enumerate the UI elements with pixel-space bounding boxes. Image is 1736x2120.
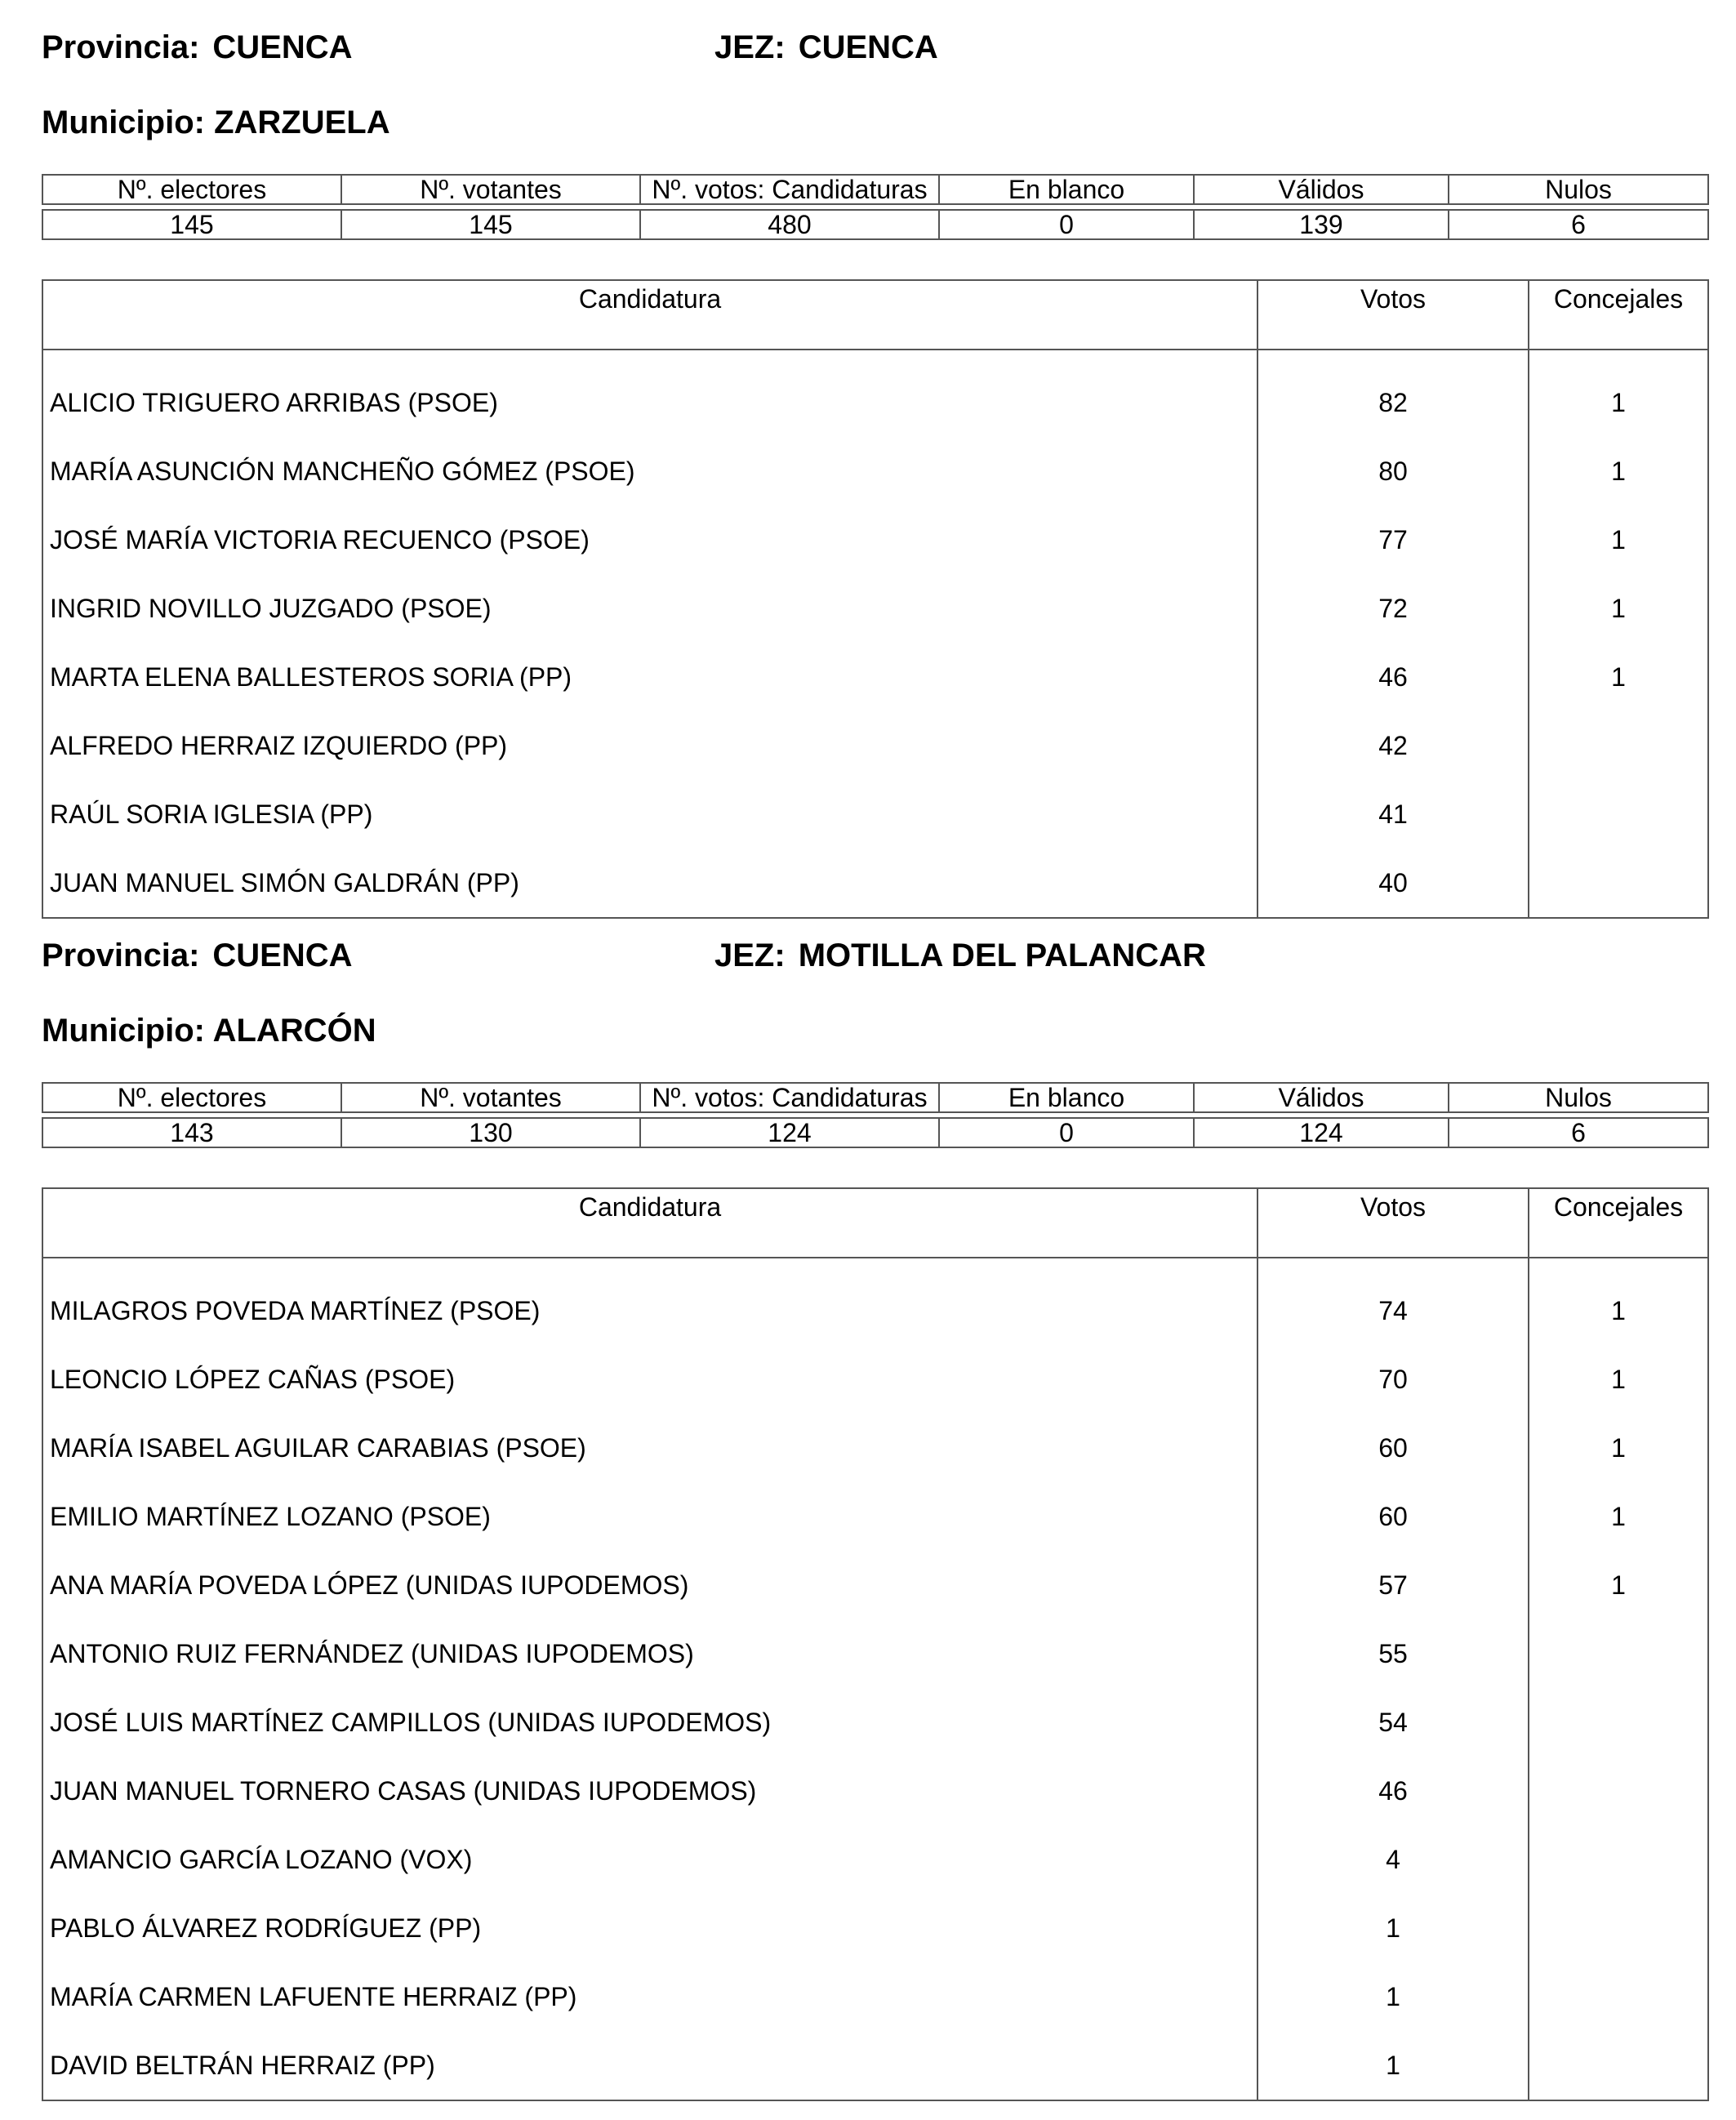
candidate-name: ALICIO TRIGUERO ARRIBAS (PSOE) — [42, 368, 1257, 437]
candidate-concejales: 1 — [1529, 368, 1708, 437]
candidate-row — [42, 574, 1708, 643]
candidate-name: LEONCIO LÓPEZ CAÑAS (PSOE) — [42, 1345, 1257, 1414]
candidate-name: ANTONIO RUIZ FERNÁNDEZ (UNIDAS IUPODEMOS) — [42, 1619, 1257, 1688]
summary-header: Nº. votantes — [341, 175, 640, 204]
candidate-name: ANA MARÍA POVEDA LÓPEZ (UNIDAS IUPODEMOS) — [42, 1551, 1257, 1619]
candidate-concejales — [1529, 848, 1708, 918]
candidate-name: PABLO ÁLVAREZ RODRÍGUEZ (PP) — [42, 1894, 1257, 1962]
candidate-row — [42, 2031, 1708, 2100]
candidate-row — [42, 1825, 1708, 1894]
candidate-concejales: 1 — [1529, 1551, 1708, 1619]
summary-value: 124 — [640, 1118, 939, 1147]
candidate-row — [42, 1482, 1708, 1551]
candidate-votos: 41 — [1257, 780, 1529, 848]
summary-header: Nº. votantes — [341, 1083, 640, 1112]
provincia-heading — [42, 28, 353, 67]
candidate-row — [42, 1414, 1708, 1482]
candidate-votos: 82 — [1257, 368, 1529, 437]
summary-header: Nº. electores — [42, 1083, 341, 1112]
jez-label: JEZ: — [714, 29, 786, 65]
candidate-name: MILAGROS POVEDA MARTÍNEZ (PSOE) — [42, 1276, 1257, 1345]
provincia-label: Provincia: — [42, 938, 200, 973]
candidate-name: JOSÉ LUIS MARTÍNEZ CAMPILLOS (UNIDAS IUPODEMOS) — [42, 1688, 1257, 1757]
candidate-concejales: 1 — [1529, 574, 1708, 643]
summary-header: Nº. votos: Candidaturas — [640, 1083, 939, 1112]
municipio-label: Municipio: — [42, 105, 205, 140]
candidate-concejales — [1529, 780, 1708, 848]
summary-value: 130 — [341, 1118, 640, 1147]
candidates-header-row — [42, 280, 1708, 350]
provincia-value: CUENCA — [212, 29, 353, 65]
candidate-concejales — [1529, 1962, 1708, 2031]
summary-header: Nulos — [1449, 1083, 1708, 1112]
candidate-votos: 1 — [1257, 1962, 1529, 2031]
candidate-votos: 54 — [1257, 1688, 1529, 1757]
summary-header-row — [42, 1083, 1708, 1112]
candidate-concejales — [1529, 1757, 1708, 1825]
provincia-label: Provincia: — [42, 29, 200, 65]
candidate-name: INGRID NOVILLO JUZGADO (PSOE) — [42, 574, 1257, 643]
candidate-votos: 55 — [1257, 1619, 1529, 1688]
candidate-concejales — [1529, 711, 1708, 780]
candidate-row — [42, 506, 1708, 574]
summary-header: Nº. votos: Candidaturas — [640, 175, 939, 204]
summary-table — [42, 174, 1709, 240]
candidate-row — [42, 368, 1708, 437]
candidate-row — [42, 643, 1708, 711]
candidate-row — [42, 1962, 1708, 2031]
concejales-header: Concejales — [1529, 1188, 1708, 1258]
candidate-name: JOSÉ MARÍA VICTORIA RECUENCO (PSOE) — [42, 506, 1257, 574]
candidate-votos: 74 — [1257, 1276, 1529, 1345]
summary-value: 480 — [640, 210, 939, 239]
candidate-votos: 57 — [1257, 1551, 1529, 1619]
candidate-row — [42, 1345, 1708, 1414]
candidate-name: MARÍA ISABEL AGUILAR CARABIAS (PSOE) — [42, 1414, 1257, 1482]
candidate-votos: 46 — [1257, 1757, 1529, 1825]
candidate-concejales: 1 — [1529, 1482, 1708, 1551]
provincia-value: CUENCA — [212, 938, 353, 973]
candidate-row — [42, 780, 1708, 848]
jez-value: CUENCA — [798, 29, 938, 65]
summary-header-row — [42, 175, 1708, 204]
candidate-name: EMILIO MARTÍNEZ LOZANO (PSOE) — [42, 1482, 1257, 1551]
candidate-concejales: 1 — [1529, 1276, 1708, 1345]
candidate-concejales — [1529, 2031, 1708, 2100]
candidate-concejales: 1 — [1529, 1345, 1708, 1414]
municipio-heading — [42, 1011, 376, 1050]
candidate-row — [42, 1276, 1708, 1345]
summary-value: 124 — [1194, 1118, 1449, 1147]
candidatura-header: Candidatura — [42, 280, 1257, 350]
candidate-row — [42, 848, 1708, 918]
summary-header: Nulos — [1449, 175, 1708, 204]
candidate-votos: 60 — [1257, 1414, 1529, 1482]
summary-value: 6 — [1449, 1118, 1708, 1147]
summary-value: 6 — [1449, 210, 1708, 239]
candidate-votos: 80 — [1257, 437, 1529, 506]
candidate-row — [42, 711, 1708, 780]
candidate-name: DAVID BELTRÁN HERRAIZ (PP) — [42, 2031, 1257, 2100]
summary-table — [42, 1082, 1709, 1148]
municipio-label: Municipio: — [42, 1013, 205, 1049]
summary-value: 145 — [341, 210, 640, 239]
candidates-header-row — [42, 1188, 1708, 1258]
summary-header: Nº. electores — [42, 175, 341, 204]
candidate-name: RAÚL SORIA IGLESIA (PP) — [42, 780, 1257, 848]
candidate-votos: 70 — [1257, 1345, 1529, 1414]
summary-header: En blanco — [939, 175, 1194, 204]
candidate-row — [42, 1688, 1708, 1757]
summary-value: 0 — [939, 1118, 1194, 1147]
candidate-concejales: 1 — [1529, 1414, 1708, 1482]
summary-value-row — [42, 210, 1708, 239]
candidate-name: JUAN MANUEL TORNERO CASAS (UNIDAS IUPODEMOS) — [42, 1757, 1257, 1825]
candidate-row — [42, 437, 1708, 506]
jez-label: JEZ: — [714, 938, 786, 973]
candidates-table — [42, 279, 1709, 919]
summary-header: Válidos — [1194, 1083, 1449, 1112]
candidate-concejales — [1529, 1688, 1708, 1757]
votos-header: Votos — [1257, 280, 1529, 350]
candidate-concejales — [1529, 1825, 1708, 1894]
candidate-votos: 60 — [1257, 1482, 1529, 1551]
concejales-header: Concejales — [1529, 280, 1708, 350]
candidate-concejales: 1 — [1529, 643, 1708, 711]
candidate-concejales — [1529, 1619, 1708, 1688]
candidate-name: MARÍA CARMEN LAFUENTE HERRAIZ (PP) — [42, 1962, 1257, 2031]
candidate-votos: 1 — [1257, 2031, 1529, 2100]
candidate-row — [42, 1894, 1708, 1962]
candidate-name: AMANCIO GARCÍA LOZANO (VOX) — [42, 1825, 1257, 1894]
candidate-name: MARÍA ASUNCIÓN MANCHEÑO GÓMEZ (PSOE) — [42, 437, 1257, 506]
candidate-concejales: 1 — [1529, 506, 1708, 574]
summary-header: Válidos — [1194, 175, 1449, 204]
candidate-votos: 40 — [1257, 848, 1529, 918]
candidate-votos: 46 — [1257, 643, 1529, 711]
candidate-votos: 72 — [1257, 574, 1529, 643]
summary-value-row — [42, 1118, 1708, 1147]
votos-header: Votos — [1257, 1188, 1529, 1258]
candidate-votos: 1 — [1257, 1894, 1529, 1962]
jez-heading — [714, 936, 1206, 975]
candidate-votos: 4 — [1257, 1825, 1529, 1894]
jez-value: MOTILLA DEL PALANCAR — [798, 938, 1206, 973]
summary-value: 143 — [42, 1118, 341, 1147]
candidate-votos: 42 — [1257, 711, 1529, 780]
candidate-name: ALFREDO HERRAIZ IZQUIERDO (PP) — [42, 711, 1257, 780]
candidate-row — [42, 1619, 1708, 1688]
candidate-votos: 77 — [1257, 506, 1529, 574]
summary-value: 145 — [42, 210, 341, 239]
summary-header: En blanco — [939, 1083, 1194, 1112]
municipio-value: ZARZUELA — [214, 105, 390, 140]
summary-value: 139 — [1194, 210, 1449, 239]
municipio-value: ALARCÓN — [212, 1013, 376, 1049]
candidate-name: MARTA ELENA BALLESTEROS SORIA (PP) — [42, 643, 1257, 711]
candidate-concejales: 1 — [1529, 437, 1708, 506]
municipio-heading — [42, 103, 390, 142]
jez-heading — [714, 28, 938, 67]
summary-value: 0 — [939, 210, 1194, 239]
candidate-name: JUAN MANUEL SIMÓN GALDRÁN (PP) — [42, 848, 1257, 918]
provincia-heading — [42, 936, 353, 975]
candidate-row — [42, 1757, 1708, 1825]
candidate-row — [42, 1551, 1708, 1619]
candidate-concejales — [1529, 1894, 1708, 1962]
candidates-table — [42, 1187, 1709, 2101]
candidatura-header: Candidatura — [42, 1188, 1257, 1258]
